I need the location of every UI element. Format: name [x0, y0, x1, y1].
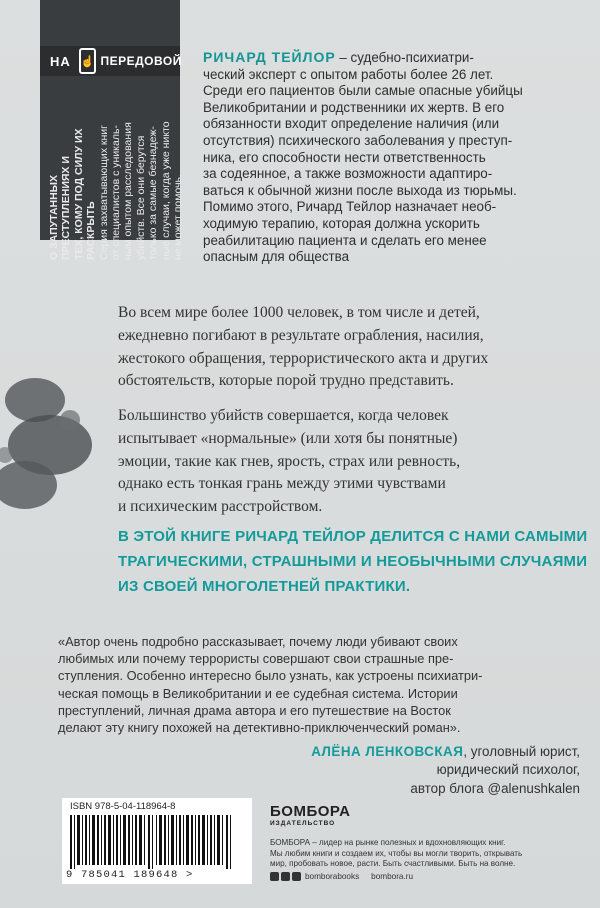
bio-line: опасным для общества	[203, 249, 350, 265]
barcode-digits: 9 785041 189648 >	[66, 869, 194, 881]
fingerprint-icon: ☝	[79, 48, 97, 74]
quote-line: ступления. Особенно интересно было узнать, как устроены психиатри-	[58, 668, 483, 684]
series-line: ные случаи, когда уже никто	[159, 121, 172, 260]
series-title-2: ТЕХ, КОМУ ПОД СИЛУ ИХ РАСКРЫТЬ	[72, 128, 98, 260]
bio-line: ника, его способности нести ответственность	[203, 149, 486, 165]
barcode-bars-icon	[70, 815, 244, 869]
quote-line: преступлений, личная драма автора и его путешествие на Восток	[58, 702, 451, 718]
quote-line: ческая помощь в Великобритании и ее судебная система. Истории	[58, 685, 458, 701]
series-line: от специалистов с уникаль-	[110, 125, 123, 260]
reviewer-role: юридический психолог,	[436, 762, 580, 778]
quote-line: «Автор очень подробно рассказывает, почему люди убивают своих	[58, 634, 458, 649]
bio-line: обязанности входит определение наличия (или	[203, 116, 500, 132]
reviewer	[170, 743, 580, 798]
publisher-links	[270, 872, 580, 881]
bio-line: Великобритании и родственники их жертв. В его	[203, 99, 505, 115]
bio-line: – судебно-психиатри-	[335, 50, 474, 65]
paragraph-line: обстоятельств, которые порой трудно представить.	[118, 372, 454, 390]
publisher-line: БОМБОРА – лидер на рынке полезных и вдохновляющих книг.	[270, 838, 506, 847]
publisher-site: bombora.ru	[371, 872, 414, 881]
social-icon	[270, 872, 279, 881]
author-name: РИЧАРД ТЕЙЛОР	[203, 49, 336, 65]
series-title-1: О ЗАПУТАННЫХ ПРЕСТУПЛЕНИЯХ И	[48, 156, 73, 260]
bio-line: реабилитацию пациента и сделать его менее	[203, 232, 487, 248]
social-icon	[281, 872, 290, 881]
quote-line: любимых или почему террористы совершают свои страшные пре-	[58, 651, 454, 667]
paragraph-line: Большинство убийств совершается, когда человек	[118, 407, 449, 424]
logo-word: ПЕРЕДОВОЙ	[100, 54, 182, 68]
reviewer-blog: автор блога @alenushkalen	[410, 780, 580, 796]
isbn: ISBN 978-5-04-118964-8	[70, 801, 176, 812]
quote-line: делают эту книгу похожей на детективно-приключенческий роман».	[58, 720, 461, 736]
series-line: ным опытом расследования	[122, 122, 135, 260]
review-quote	[58, 633, 578, 736]
social-handle: bomborabooks	[305, 872, 360, 881]
paragraph-line: и психическим расстройством.	[118, 498, 323, 516]
paragraph-line: жестокого обращения, террористического акта и других	[118, 349, 489, 367]
publisher-line: мир, пробовать новое, расти. Быть счастливыми. Быть на волне.	[270, 859, 516, 868]
series-logo	[40, 46, 180, 76]
fingerprint-stain-icon	[0, 360, 100, 520]
bio-line: отсутствия) психического заболевания у преступ-	[203, 132, 513, 148]
paragraph-line: ежедневно погибают в результате ограбления, насилия,	[118, 326, 484, 344]
author-bio	[203, 49, 573, 266]
paragraph-line: однако есть тонкая грань между этими чувствами	[118, 475, 446, 493]
highlight-line: В ЭТОЙ КНИГЕ РИЧАРД ТЕЙЛОР ДЕЛИТСЯ С НАМИ САМЫМИ	[118, 528, 588, 545]
highlight-statement	[118, 524, 588, 599]
bio-line: ходимую терапию, которая должна ускорить	[203, 215, 480, 231]
publisher-logo	[270, 803, 350, 827]
bio-line: Помимо этого, Ричард Тейлор назначает необ-	[203, 199, 497, 215]
paragraph-2	[118, 405, 578, 519]
paragraph-line: испытывает «нормальные» (или хотя бы понятные)	[118, 429, 458, 447]
bio-line: Среди его пациентов были самые опасные убийцы	[203, 83, 523, 99]
barcode	[62, 798, 252, 884]
reviewer-role: , уголовный юрист,	[463, 744, 580, 759]
bio-line: за содеянное, а также возможности адаптиро-	[203, 166, 493, 182]
social-icons	[270, 872, 301, 881]
series-description	[48, 90, 188, 260]
reviewer-name: АЛЁНА ЛЕНКОВСКАЯ	[311, 744, 464, 759]
paragraph-1	[118, 302, 578, 393]
publisher-line: Мы любим книги и создаем их, чтобы вы могли творить, открывать	[270, 848, 523, 858]
series-line: убийств. Все они берутся	[134, 135, 147, 260]
series-line: Серия захватывающих книг	[97, 125, 110, 260]
logo-na: НА	[50, 53, 71, 69]
highlight-line: ИЗ СВОЕЙ МНОГОЛЕТНЕЙ ПРАКТИКИ.	[118, 578, 411, 595]
bio-line: ваться к обычной жизни после выхода из тюрьмы.	[203, 182, 517, 198]
publisher-description	[270, 838, 580, 870]
publisher-subtitle: ИЗДАТЕЛЬСТВО	[270, 820, 336, 827]
paragraph-line: Во всем мире более 1000 человек, в том числе и детей,	[118, 304, 480, 321]
highlight-line: ТРАГИЧЕСКИМИ, СТРАШНЫМИ И НЕОБЫЧНЫМИ СЛУЧАЯМИ	[118, 553, 588, 570]
publisher-name: БОМБОРА	[270, 803, 351, 820]
social-icon	[292, 872, 301, 881]
series-line: не может помочь.	[172, 174, 185, 260]
series-line: только за самые безнадеж-	[147, 126, 160, 260]
bio-line: ческий эксперт с опытом работы более 26 лет.	[203, 66, 494, 82]
paragraph-line: эмоции, такие как гнев, ярость, страх или ревность,	[118, 452, 461, 470]
